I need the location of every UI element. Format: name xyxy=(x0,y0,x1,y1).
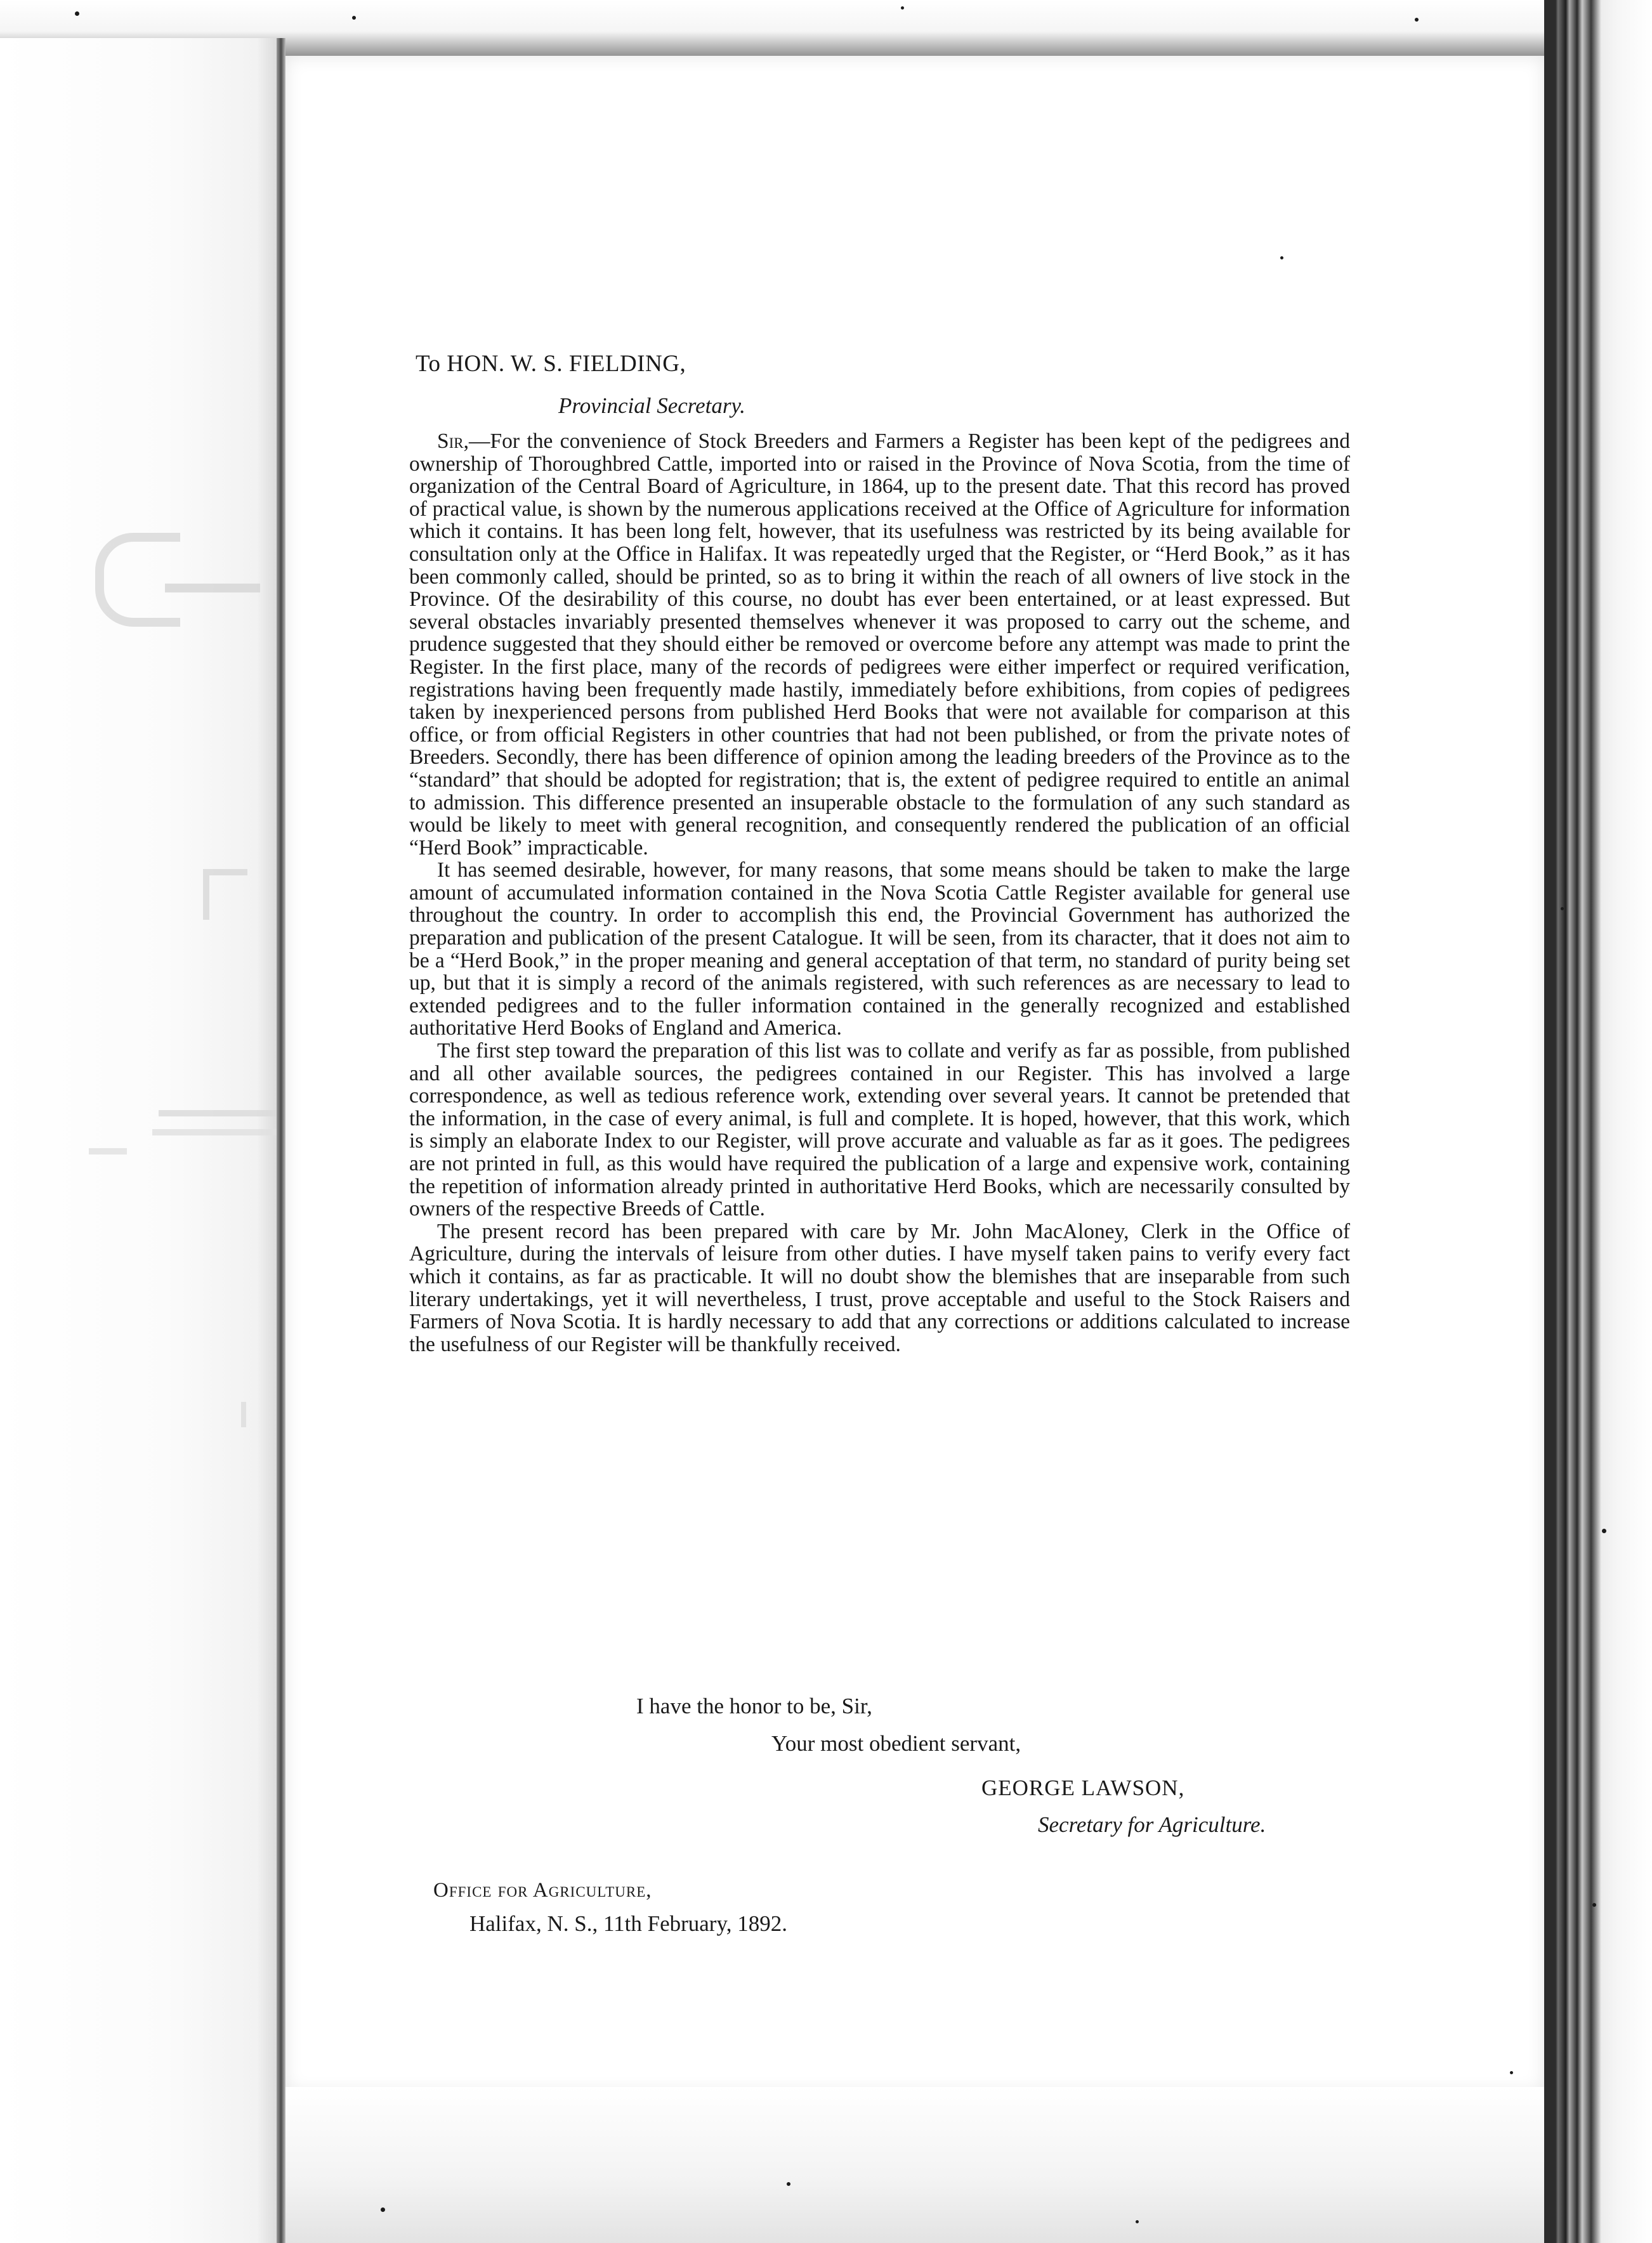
recipient-line: To HON. W. S. FIELDING, xyxy=(416,351,686,377)
bleed-through-mark xyxy=(152,1129,279,1135)
film-speck xyxy=(381,2207,385,2212)
facing-page-left xyxy=(0,38,279,2243)
closing-line: I have the honor to be, Sir, xyxy=(636,1694,872,1718)
bleed-through-mark xyxy=(165,584,260,592)
film-speck xyxy=(75,11,79,16)
film-speck xyxy=(1592,1903,1596,1907)
recipient-title: Provincial Secretary. xyxy=(558,393,745,418)
signature-name: GEORGE LAWSON, xyxy=(981,1775,1185,1800)
paragraph: The present record has been prepared with care by Mr. John MacAloney, Clerk in the Office of Agriculture, during the intervals of leisure from other duties. I have myself taken pains to verify every fact which it contains, as far as practicable. It will no doubt show the blemishes that are inseparable from such literary undertakings, yet it will nevertheless, I trust, prove acceptable and useful to the Stock Raisers and Farmers of Nova Scotia. It is hardly necessary to add that any corrections or additions calculated to increase the usefulness of our Register will be thankfully received. xyxy=(409,1219,1350,1356)
bleed-through-mark xyxy=(241,1402,278,1427)
office-date-line: Halifax, N. S., 11th February, 1892. xyxy=(469,1911,787,1936)
film-speck xyxy=(1561,907,1564,910)
film-speck xyxy=(1602,1529,1606,1533)
bleed-through-mark xyxy=(203,869,247,920)
film-speck xyxy=(1510,2071,1513,2074)
bleed-through-mark xyxy=(95,533,180,627)
paragraph: It has seemed desirable, however, for many reasons, that some means should be taken to make the large amount of accumulated information contained in the Nova Scotia Cattle Register available for general use throughout the country. In order to accomplish this end, the Provincial Government has authorized the preparation and publication of the present Catalogue. It will be seen, from its character, that it does not aim to be a “Herd Book,” in the proper meaning and general acceptation of that term, no standard of purity being set up, but that it is simply a record of the animals registered, with such references as are necessary to lead to extended pedigrees and to the fuller information contained in the generally recognized and established authoritative Herd Books of England and America. xyxy=(409,858,1350,1040)
bleed-through-mark xyxy=(159,1110,279,1116)
film-speck xyxy=(352,16,356,20)
film-speck xyxy=(1136,2220,1139,2223)
film-speck xyxy=(1415,18,1419,22)
film-speck xyxy=(901,6,904,10)
letter-body xyxy=(409,430,1350,1356)
office-heading: Office for Agriculture, xyxy=(433,1879,652,1902)
paragraph xyxy=(409,430,1350,859)
closing-line-2: Your most obedient servant, xyxy=(771,1731,1021,1756)
book-gutter xyxy=(277,38,285,2243)
page-bottom-shadow xyxy=(285,2087,1544,2243)
film-speck xyxy=(1280,256,1283,259)
film-speck xyxy=(787,2182,790,2186)
bleed-through-mark xyxy=(89,1148,127,1154)
salutation: Sir, xyxy=(437,429,469,453)
paragraph: The first step toward the preparation of this list was to collate and verify as far as possible, from published and all other available sources, the pedigrees contained in our Register. This has involved a large correspondence, as well as tedious reference work, extending over several years. It cannot be pretended that the information, in the case of every animal, is full and complete. It is hoped, however, that this work, which is simply an elaborate Index to our Register, will prove accurate and valuable as far as it goes. The pedigrees are not printed in full, as this would have required the publication of a large and expensive work, containing the repetition of information already printed in authoritative Herd Books, which are necessarily consulted by owners of the respective Breeds of Cattle. xyxy=(409,1039,1350,1221)
page-edges-right xyxy=(1544,0,1652,2243)
paragraph-text: —For the convenience of Stock Breeders and Farmers a Register has been kept of the pedigrees and ownership of Thoroughbred Cattle, imported into or raised in the Province of Nova Scotia, from the time of organization of the Central Board of Agriculture, in 1864, up to the present date. That this record has proved of practical value, is shown by the numerous applications received at the Office of Agriculture for information which it contains. It has been long felt, however, that its usefulness was restricted by its being available for consultation only at the Office in Halifax. It was repeatedly urged that the Register, or “Herd Book,” as it has been commonly called, should be printed, so as to bring it within the reach of all owners of live stock in the Province. Of the desirability of this course, no doubt has ever been entertained, or at least expressed. But several obstacles invariably presented themselves whenever it was proposed to carry out the scheme, and prudence suggested that they should either be removed or overcome before any attempt was made to print the Register. In the first place, many of the records of pedigrees were either imperfect or required verification, registrations having been frequently made hastily, immediately before exhibitions, from copies of pedigrees taken by inexperienced persons from published Herd Books that were not available for comparison at this office, or from official Registers in other countries that had not been published, or from the private notes of Breeders. Secondly, there has been difference of opinion among the leading breeders of the Province as to the “standard” that should be adopted for registration; that is, the extent of pedigree required to entitle an animal to admission. This difference presented an insuperable obstacle to the formulation of any such standard as would be likely to meet with general recognition, and consequently rendered the publication of an official “Herd Book” impracticable. xyxy=(409,429,1350,860)
signature-title: Secretary for Agriculture. xyxy=(1038,1812,1266,1837)
